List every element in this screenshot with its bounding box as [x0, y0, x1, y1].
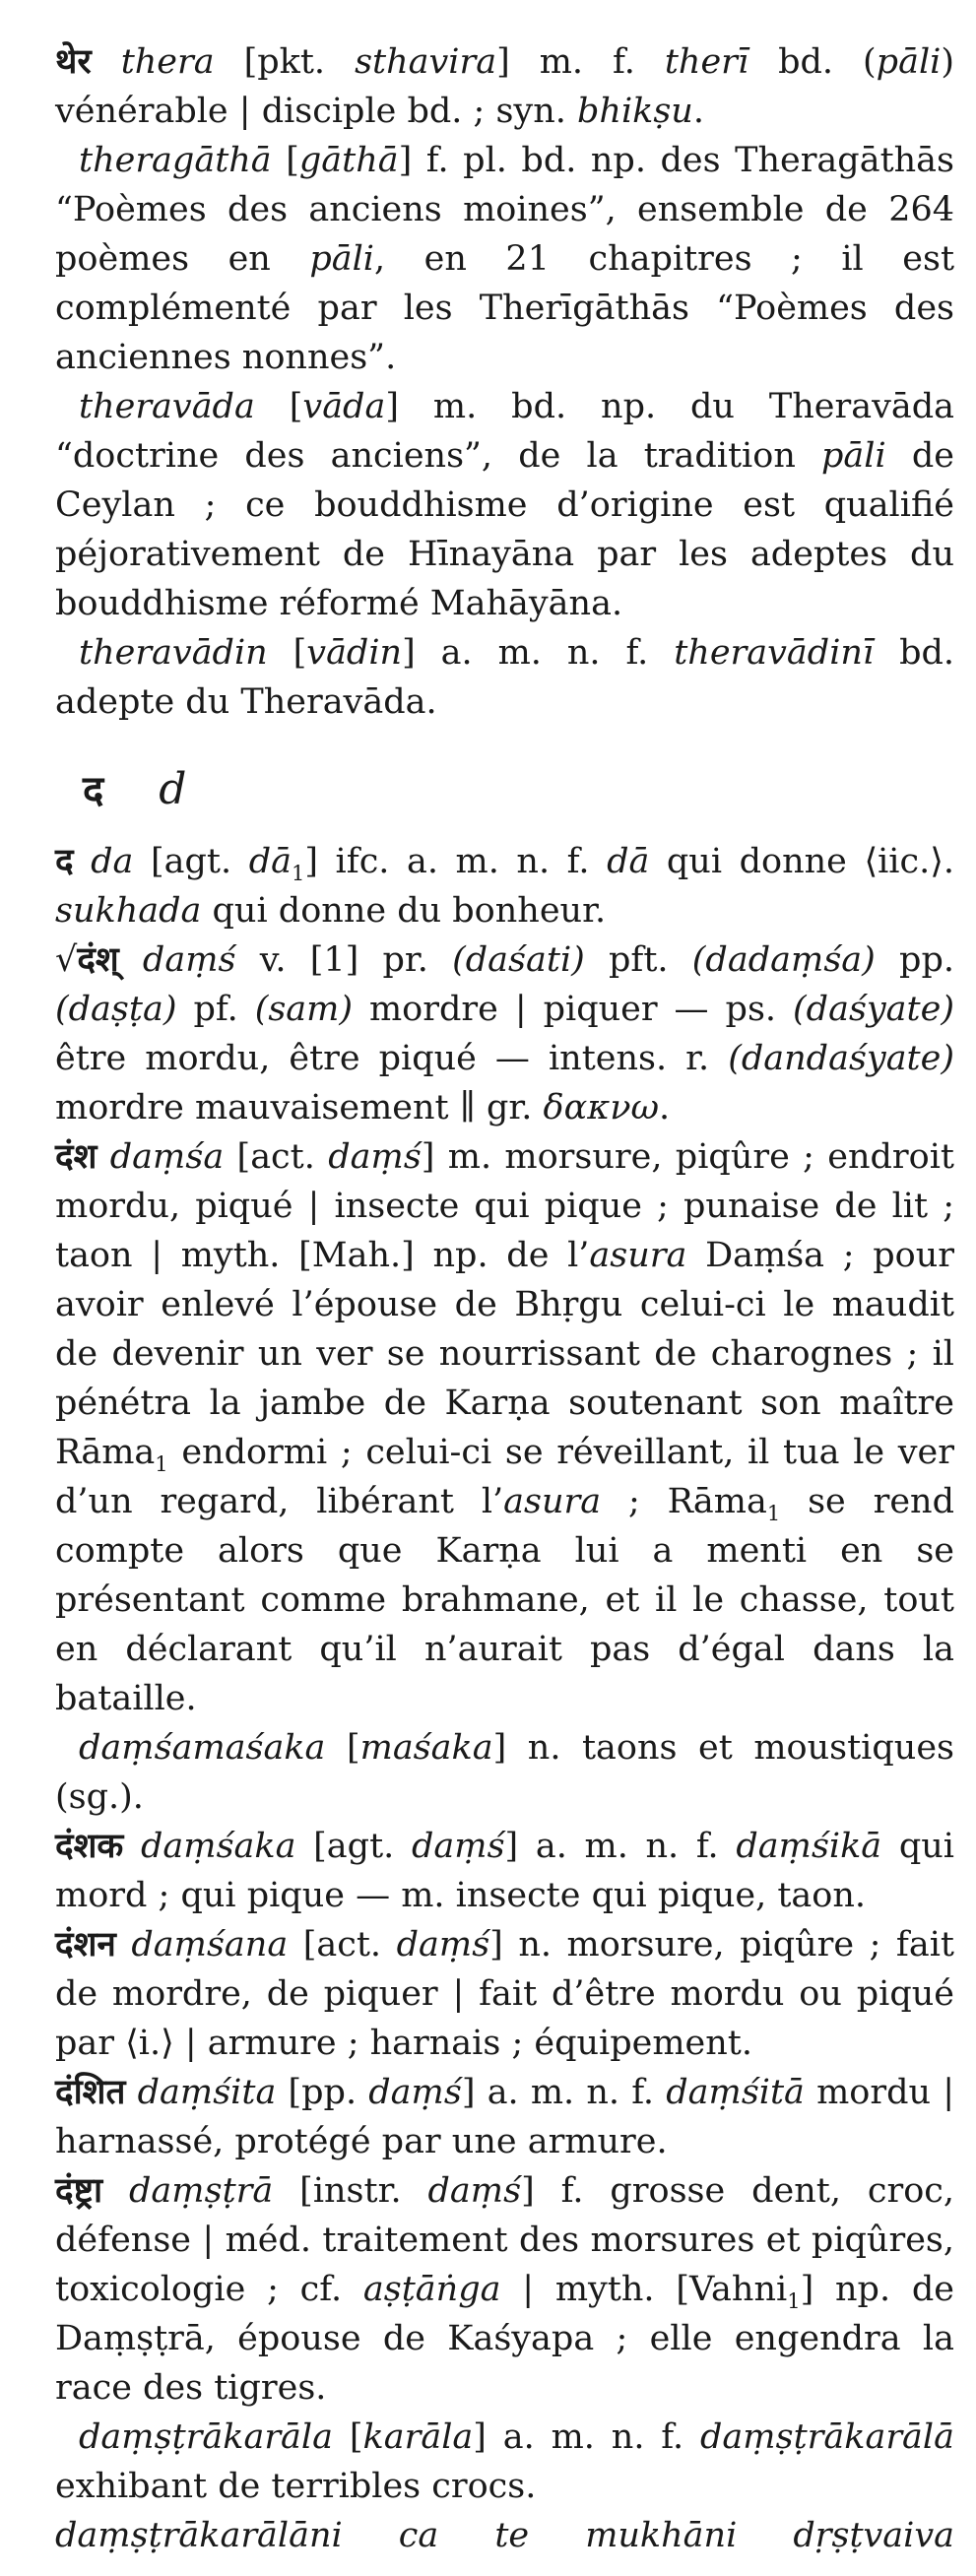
entry-dams-root: √दंश् daṃś v. [1] pr. (daśati) pft. (dadaṃśa) pp. (daṣṭa) pf. (sam) mordre | piquer — ps. (daśyate) être mordu, être piqué — intens. r. (dandaśyate) mordre mauvaisement ∥ gr. δακνω.: [55, 940, 954, 1127]
entry-damsaka: दंशक daṃśaka [agt. daṃś] a. m. n. f. daṃśikā qui mord ; qui pique — m. insecte qui pique, taon.: [55, 1827, 954, 1915]
entries-before-section: [55, 37, 954, 727]
entry-damsamasaka: daṃśamaśaka [maśaka] n. taons et moustiques (sg.).: [55, 1728, 954, 1817]
citation-line: daṃṣṭrākarālāni ca te mukhāni dṛṣṭvaiva: [55, 2516, 954, 2555]
entries-after-section: [55, 837, 954, 2511]
entry-theravada: theravāda [vāda] m. bd. np. du Theravāda “doctrine des anciens”, de la tradition pāli de Ceylan ; ce bouddhisme d’origine est qualifié péjorativement de Hīnayāna par les adeptes du bouddhisme réformé Mahāyāna.: [55, 387, 954, 623]
section-letter-devanagari: द: [83, 768, 104, 813]
entry-da: द da [agt. $dā_1$] ifc. a. m. n. f. dā qui donne ⟨iic.⟩. sukhada qui donne du bonheur.: [55, 842, 954, 931]
entry-damsa: दंश daṃśa [act. daṃś] m. morsure, piqûre ; endroit mordu, piqué | insecte qui pique ; punaise de lit ; taon | myth. [Mah.] np. de l’asura Daṃśa ; pour avoir enlevé l’épouse de Bhṛgu celui-ci le maudit de devenir un ver se nourrissant de charognes ; il pénétra la jambe de Karṇa soutenant son maître Rāma$_1$ endormi ; celui-ci se réveillant, il tua le ver d’un regard, libérant l’asura ; Rāma$_1$ se rend compte alors que Karṇa lui a menti en se présentant comme brahmane, et il le chasse, tout en déclarant qu’il n’aurait pas d’égal dans la bataille.: [55, 1137, 954, 1718]
entry-damstra: दंष्ट्रा daṃṣṭrā [instr. daṃś] f. grosse dent, croc, défense | méd. traitement des morsures et piqûres, toxicologie ; cf. aṣṭāṅga | myth. [Vahni$_1$] np. de Daṃṣṭrā, épouse de Kaśyapa ; elle engendra la race des tigres.: [55, 2171, 954, 2408]
entry-damstrakarala: daṃṣṭrākarāla [karāla] a. m. n. f. daṃṣṭrākarālā exhibant de terribles crocs.: [55, 2417, 954, 2506]
entry-damsita: दंशित daṃśita [pp. daṃś] a. m. n. f. daṃśitā mordu | harnassé, protégé par une armure.: [55, 2073, 955, 2161]
entry-theragatha: theragāthā [gāthā] f. pl. bd. np. des Theragāthās “Poèmes des anciens moines”, ensemble de 264 poèmes en pāli, en 21 chapitres ; il est complémenté par les Therīgāthās “Poèmes des anciennes nonnes”.: [55, 141, 955, 377]
entry-thera: थेर thera [pkt. sthavira] m. f. therī bd. (pāli) vénérable | disciple bd. ; syn. bhikṣu.: [55, 42, 954, 131]
entry-theravadin: theravādin [vādin] a. m. n. f. theravādinī bd. adepte du Theravāda.: [55, 633, 954, 722]
entry-damsana: दंशन daṃśana [act. daṃś] n. morsure, piqûre ; fait de mordre, de piquer | fait d’être mordu ou piqué par ⟨i.⟩ | armure ; harnais ; équipement.: [55, 1925, 954, 2063]
section-heading: [55, 760, 954, 819]
section-letter-roman: d: [159, 764, 187, 814]
